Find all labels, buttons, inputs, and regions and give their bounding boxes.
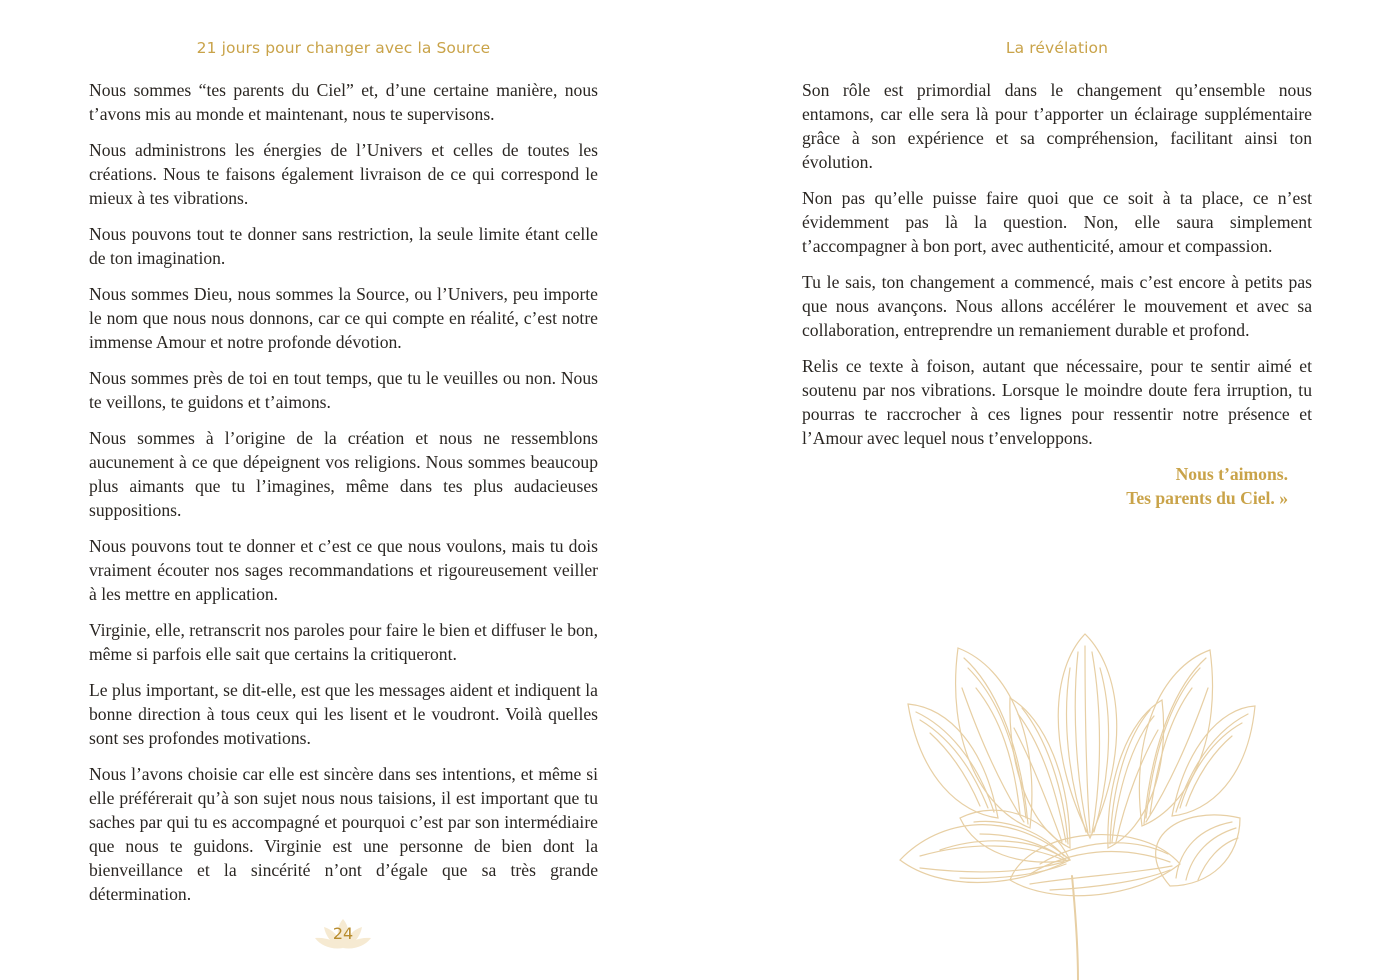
paragraph: Nous sommes “tes parents du Ciel” et, d’une certaine manière, nous t’avons mis au monde et maintenant, nous te supervisons. xyxy=(89,80,598,124)
signature-line: Nous t’aimons. xyxy=(1175,464,1288,484)
page-number-badge xyxy=(314,916,372,952)
paragraph: Relis ce texte à foison, autant que nécessaire, pour te sentir aimé et soutenu par nos vibrations. Lorsque le moindre doute fera irruption, tu pourras te raccrocher à ces lignes pour ressentir notre présence et l’Amour avec lequel nous t’enveloppons. xyxy=(802,356,1312,448)
paragraph: Nous pouvons tout te donner sans restriction, la seule limite étant celle de ton imagination. xyxy=(89,224,598,268)
lotus-illustration xyxy=(880,628,1320,980)
paragraph: Nous sommes Dieu, nous sommes la Source, ou l’Univers, peu importe le nom que nous nous donnons, car ce qui compte en réalité, c’est notre immense Amour et notre profonde dévotion. xyxy=(89,284,598,352)
signature-line: Tes parents du Ciel. » xyxy=(1126,488,1288,508)
paragraph: Non pas qu’elle puisse faire quoi que ce soit à ta place, ce n’est évidemment pas là la question. Non, elle saura simplement t’accompagner à bon port, avec authenticité, amour et compassion. xyxy=(802,188,1312,256)
paragraph: Nous sommes près de toi en tout temps, que tu le veuilles ou non. Nous te veillons, te guidons et t’aimons. xyxy=(89,368,598,412)
running-head-left: 21 jours pour changer avec la Source xyxy=(196,39,491,57)
paragraph: Le plus important, se dit-elle, est que les messages aident et indiquent la bonne direction à tous ceux qui les lisent et le voudront. Voilà quelles sont ses profondes motivations. xyxy=(89,680,598,748)
paragraph: Nous l’avons choisie car elle est sincère dans ses intentions, et même si elle préférerait qu’à son sujet nous nous taisions, il est important que tu saches par qui tu es accompagné et pourquoi c’est par son intermédiaire que nous te guidons. Virginie est une personne de bien dont la bienveillance et la sincérité n’ont d’égale que sa très grande détermination. xyxy=(89,764,598,904)
paragraph: Nous administrons les énergies de l’Univers et celles de toutes les créations. Nous te faisons également livraison de ce qui correspond le mieux à tes vibrations. xyxy=(89,140,598,208)
paragraph: Son rôle est primordial dans le changement qu’ensemble nous entamons, car elle sera là pour t’apporter un éclairage supplémentaire grâce à son expérience et sa compréhension, facilitant ainsi ton évolution. xyxy=(802,80,1312,172)
right-page xyxy=(700,0,1400,980)
paragraph: Virginie, elle, retranscrit nos paroles pour faire le bien et diffuser le bon, même si parfois elle sait que certains la critiqueront. xyxy=(89,620,598,664)
signature xyxy=(802,462,1312,510)
left-text-block xyxy=(89,78,598,918)
running-head-right: La révélation xyxy=(1005,39,1109,57)
page-number: 24 xyxy=(332,924,354,943)
paragraph: Tu le sais, ton changement a commencé, mais c’est encore à petits pas que nous avançons. Nous allons accélérer le mouvement et avec sa collaboration, entreprendre un remaniement durable et profond. xyxy=(802,272,1312,340)
paragraph: Nous sommes à l’origine de la création et nous ne ressemblons aucunement à ce que dépeignent vos religions. Nous sommes beaucoup plus aimants que tu l’imagines, même dans tes plus audacieuses suppositions. xyxy=(89,428,598,520)
right-text-block xyxy=(802,78,1312,510)
paragraph: Nous pouvons tout te donner et c’est ce que nous voulons, mais tu dois vraiment écouter nos sages recommandations et rigoureusement veiller à les mettre en application. xyxy=(89,536,598,604)
